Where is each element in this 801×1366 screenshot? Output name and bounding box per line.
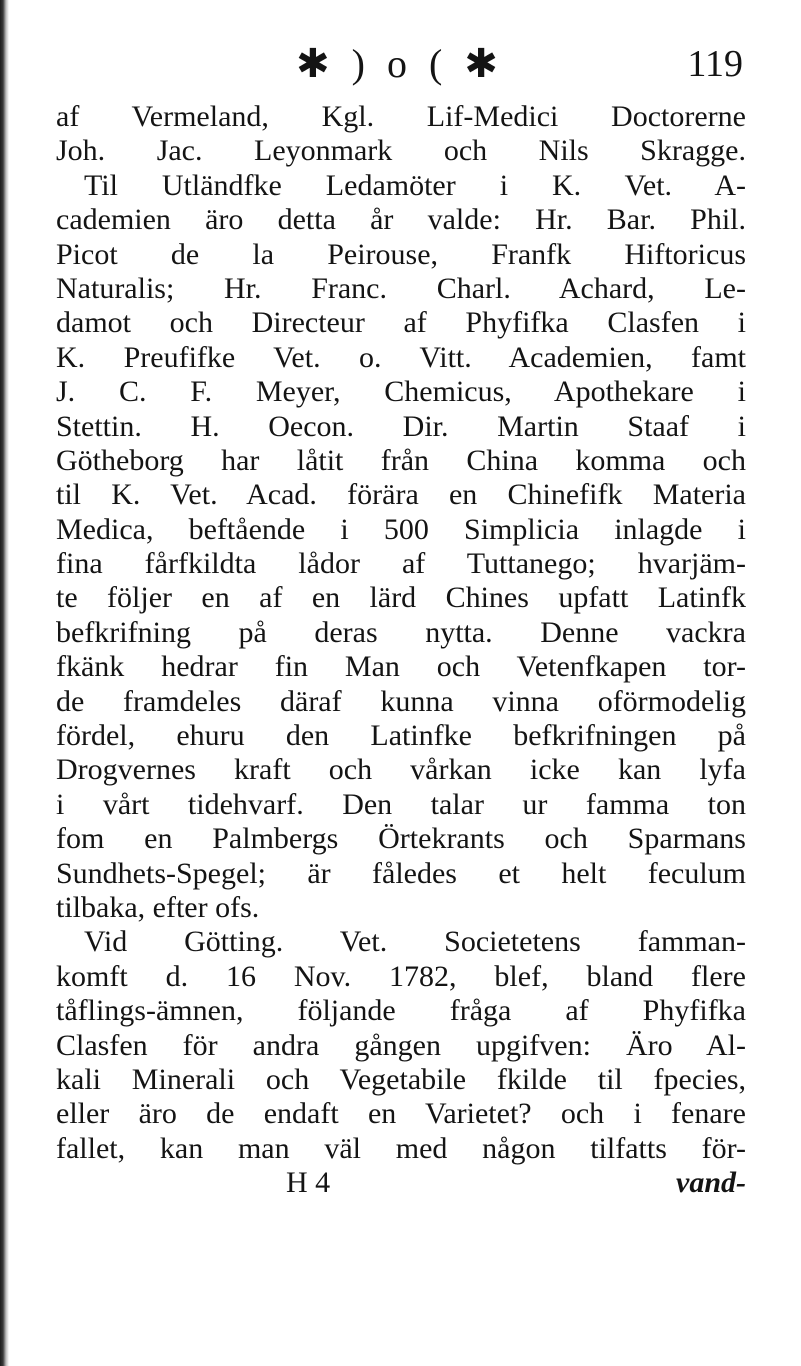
text-line: Stettin. H. Oecon. Dir. Martin Staaf i xyxy=(56,409,746,443)
text-line: kali Minerali och Vegetabile fkilde til fpecies, xyxy=(56,1062,746,1096)
text-line: Naturalis; Hr. Franc. Charl. Achard, Le- xyxy=(56,271,746,305)
text-line: komft d. 16 Nov. 1782, blef, bland flere xyxy=(56,959,746,993)
text-line: K. Preufifke Vet. o. Vitt. Academien, famt xyxy=(56,340,746,374)
text-line: tåflings-ämnen, följande fråga af Phyfifka xyxy=(56,994,746,1028)
text-line: de framdeles däraf kunna vinna oförmodelig xyxy=(56,684,746,718)
text-line: Medica, beftående i 500 Simplicia inlagde i xyxy=(56,512,746,546)
body-text xyxy=(56,100,746,1201)
text-line: Til Utländfke Ledamöter i K. Vet. A- xyxy=(84,168,746,202)
text-line: Joh. Jac. Leyonmark och Nils Skragge. xyxy=(56,134,746,168)
text-line: Götheborg har låtit från China komma och xyxy=(56,443,746,477)
catchword: vand- xyxy=(676,1166,746,1200)
footer-line xyxy=(56,1166,746,1200)
text-line: te följer en af en lärd Chines upfatt Latinfk xyxy=(56,581,746,615)
text-line: Vid Götting. Vet. Societetens famman- xyxy=(84,925,746,959)
page-binding-edge xyxy=(0,0,9,1366)
text-line: Drogvernes kraft och vårkan icke kan lyfa xyxy=(56,753,746,787)
text-line: Sundhets-Spegel; är fåledes et helt feculum xyxy=(56,856,746,890)
text-line: fina fårfkildta lådor af Tuttanego; hvarjäm- xyxy=(56,547,746,581)
running-header xyxy=(0,40,801,90)
text-line: eller äro de endaft en Varietet? och i fenare xyxy=(56,1097,746,1131)
text-line: fördel, ehuru den Latinfke befkrifningen på xyxy=(56,719,746,753)
text-line: af Vermeland, Kgl. Lif-Medici Doctorerne xyxy=(56,100,746,133)
text-line: damot och Directeur af Phyfifka Clasfen i xyxy=(56,306,746,340)
text-line: Clasfen för andra gången upgifven: Äro Al- xyxy=(56,1028,746,1062)
text-line: i vårt tidehvarf. Den talar ur famma ton xyxy=(56,787,746,821)
signature-mark: H 4 xyxy=(286,1166,331,1200)
header-ornament: ✱ ) o ( ✱ xyxy=(296,41,504,86)
text-line: Picot de la Peirouse, Franfk Hiftoricus xyxy=(56,237,746,271)
text-line: tilbaka, efter ofs. xyxy=(56,890,260,924)
text-line: fom en Palmbergs Örtekrants och Sparmans xyxy=(56,822,746,856)
text-line: fallet, kan man väl med någon tilfatts för- xyxy=(56,1131,746,1165)
text-line: til K. Vet. Acad. förära en Chinefifk Materia xyxy=(56,478,746,512)
text-line: J. C. F. Meyer, Chemicus, Apothekare i xyxy=(56,375,746,409)
text-line: befkrifning på deras nytta. Denne vackra xyxy=(56,615,746,649)
page-number: 119 xyxy=(687,43,743,85)
text-line: cademien äro detta år valde: Hr. Bar. Phil. xyxy=(56,203,746,237)
text-line: fkänk hedrar fin Man och Vetenfkapen tor- xyxy=(56,650,746,684)
